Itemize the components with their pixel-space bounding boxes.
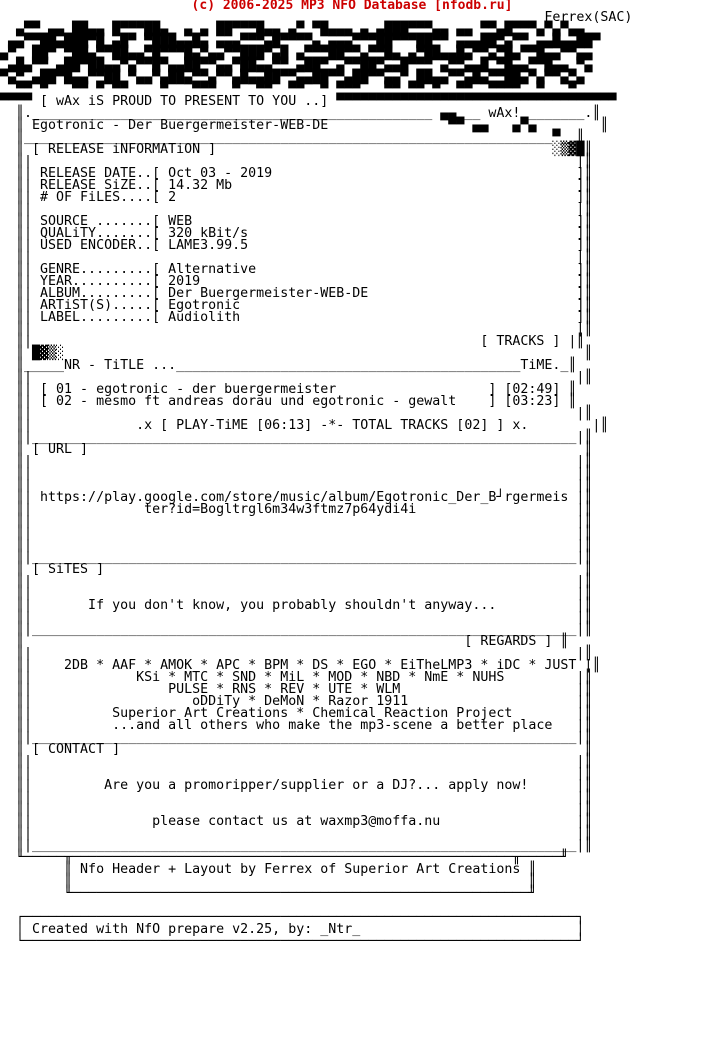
copyright-line: (c) 2006-2025 MP3 NFO Database [nfodb.ru] [191, 0, 513, 13]
nfo-text: Ferrex(SAC) ▄▀▀ ▄▄ ██▄▄ █▀▀▀██▄ ▄ ▄ ██▀▀▀█▄▄ ▄▀ ▀█▄▄▄ ▄ ▄███▀▀▀▄▄ ▄▄ ▀▀▄█▀▀▀▄▀▄▀▄▄ ▄▄▀▀██▄███▀█ ▄█▀ ▀███▄▄█▄ ▄▄▄▀▀▀▄█▀▀▀▀▄ ▄▄▄▀▀▀██▀▀▀██▀▀ ▄▄▄██▀▄▀▀ ▄▄█▄▄██▀ ▄▀ ██▀ ▀██▄▀▀██▄▄▀█▀▀▀█▄▀▄▄▀▀███▀▄█ ▄▀▀▀██▀▀▄▀▀█▄ ▄▀██▄▄█▄▀▀▄▀█▄▀▀█▄▄▀▀▄▄ ▄█▄▀▀ ▄██▀██▄▄▀▄▀▀█▀▄▄██▀▀▄▄▀██▄▄▀▀ ▄██▀ ▄▀▀██▀▄▄█▀▀▀ ▄▀▀▄▄█ ▀█▄▄▀▀█▄▄ ▀▄ ▀▄▀ ▄██▀█▄▄▀▀██ ▀▄▄▀▄██▄▀▀▄▀▀▄█▄▄██▀▀▄▄██▀▀▄██▀▀▄▄▀ ██▄▄▀▀▄█▄▀▀██▄▀▄▀▀▄▀▄ ▀▀ ▀ ▀▀ ▀ ▀▀ ▀ ▀▀▀ ▀ ▀▀ ▀▀ ▀ ▀▀▀ ▀▀ ▀▀ ▀ ▀▀ ▀▀▀▀ ▀ ▀ ▀▀▀▀ [ wAx iS PROUD TO PRESENT TO YOU ..] ▀▀▀▀▀▀▀▀▀▀▀▀▀▀▀▀▀▀▀▀▀▀▀▀▀▀▀▀▀▀▀▀▀▀▀ ║.__________________________________________________ ▄▄ __ wAx! _______.║ ║ Egotronic - Der Buergermeister-WEB-DE ▀▀ ▄▄ ▄▀▄ ║ ║__________________________________________________________________▀__║ ║ [ RELEASE iNFORMATiON ] ░▒▓█║ ║| |║ ║| RELEASE DATE..[ Oct 03 - 2019 ]║ ║| RELEASE SiZE..[ 14.32 Mb ]║ ║| # OF FiLES....[ 2 ]║ ║| |║ ║| SOURCE .......[ WEB ]║ ║| QUALiTY.......[ 320 kBit/s ]║ ║| USED ENCODER..[ LAME3.99.5 ]║ ║| |║ ║| GENRE.........[ Alternative ]║ ║| YEAR..........[ 2019 ]║ ║| ALBUM.........[ Der Buergermeister-WEB-DE ]║ ║| ARTiST(S).....[ Egotronic ]║ ║| LABEL.........[ Audiolith ]║ ║| |║ ║| [ TRACKS ] |║ ║ █▓▒░ ║ ║_____NR - TiTLE ...___________________________________________TiME._║ ║| |║ ║| [ 01 - egotronic - der buergermeister ] [02:49] ║ ║| [ 02 - mesmo ft andreas dorau und egotronic - gewalt ] [03:23] ║ ║| |║ ║| .x [ PLAY-TiME [06:13] -*- TOTAL TRACKS [02] ] x. |║ ║|____________________________________________________________________|║ ║ [ URL ] ║ ║| |║ ║| |║ ║| |║ ║| https://play.google.com/store/music/album/Egotronic_Der_B┘rgermeis |║ ║| ter?id=Bogltrgl6m34w3ftmz7p64ydi4i |║ ║| |║ ║| |║ ║| |║ ║|____________________________________________________________________|║ ║ [ SiTES ] ║ ║| |║ ║| |║ ║| If you don't know, you probably shouldn't anyway... |║ ║| |║ ║|____________________________________________________________________|║ ║ [ REGARDS ] ║ ║| |║ ║| 2DB * AAF * AMOK * APC * BPM * DS * EGO * EiTheLMP3 * iDC * JUST |║ ║| KSi * MTC * SND * MiL * MOD * NBD * NmE * NUHS |║ ║| PULSE * RNS * REV * UTE * WLM |║ ║| oDDiTy * DeMoN * Razor 1911 |║ ║| Superior Art Creations * Chemical Reaction Project |║ ║| ...and all others who make the mp3-scene a better place |║ ║|____________________________________________________________________|║ ║ [ CONTACT ] ║ ║| |║ ║| |║ ║| Are you a promoripper/supplier or a DJ?... apply now! |║ ║| |║ ║| |║ ║| please contact us at waxmp3@moffa.nu |║ ║| |║ ║|____________________________________________________________________|║ ╙─────╥───────────────────────────────────────────────────────╥─────╜ ║ Nfo Header + Layout by Ferrex of Superior Art Creations ║ ║ ║ ╙─────────────────────────────────────────────────────────╜ ┌─────────────────────────────────────────────────────────────────────┐ │ Created with NfO prepare v2.25, by: _Ntr_ │ └─────────────────────────────────────────────────────────────────────┘ [0, 10, 633, 949]
